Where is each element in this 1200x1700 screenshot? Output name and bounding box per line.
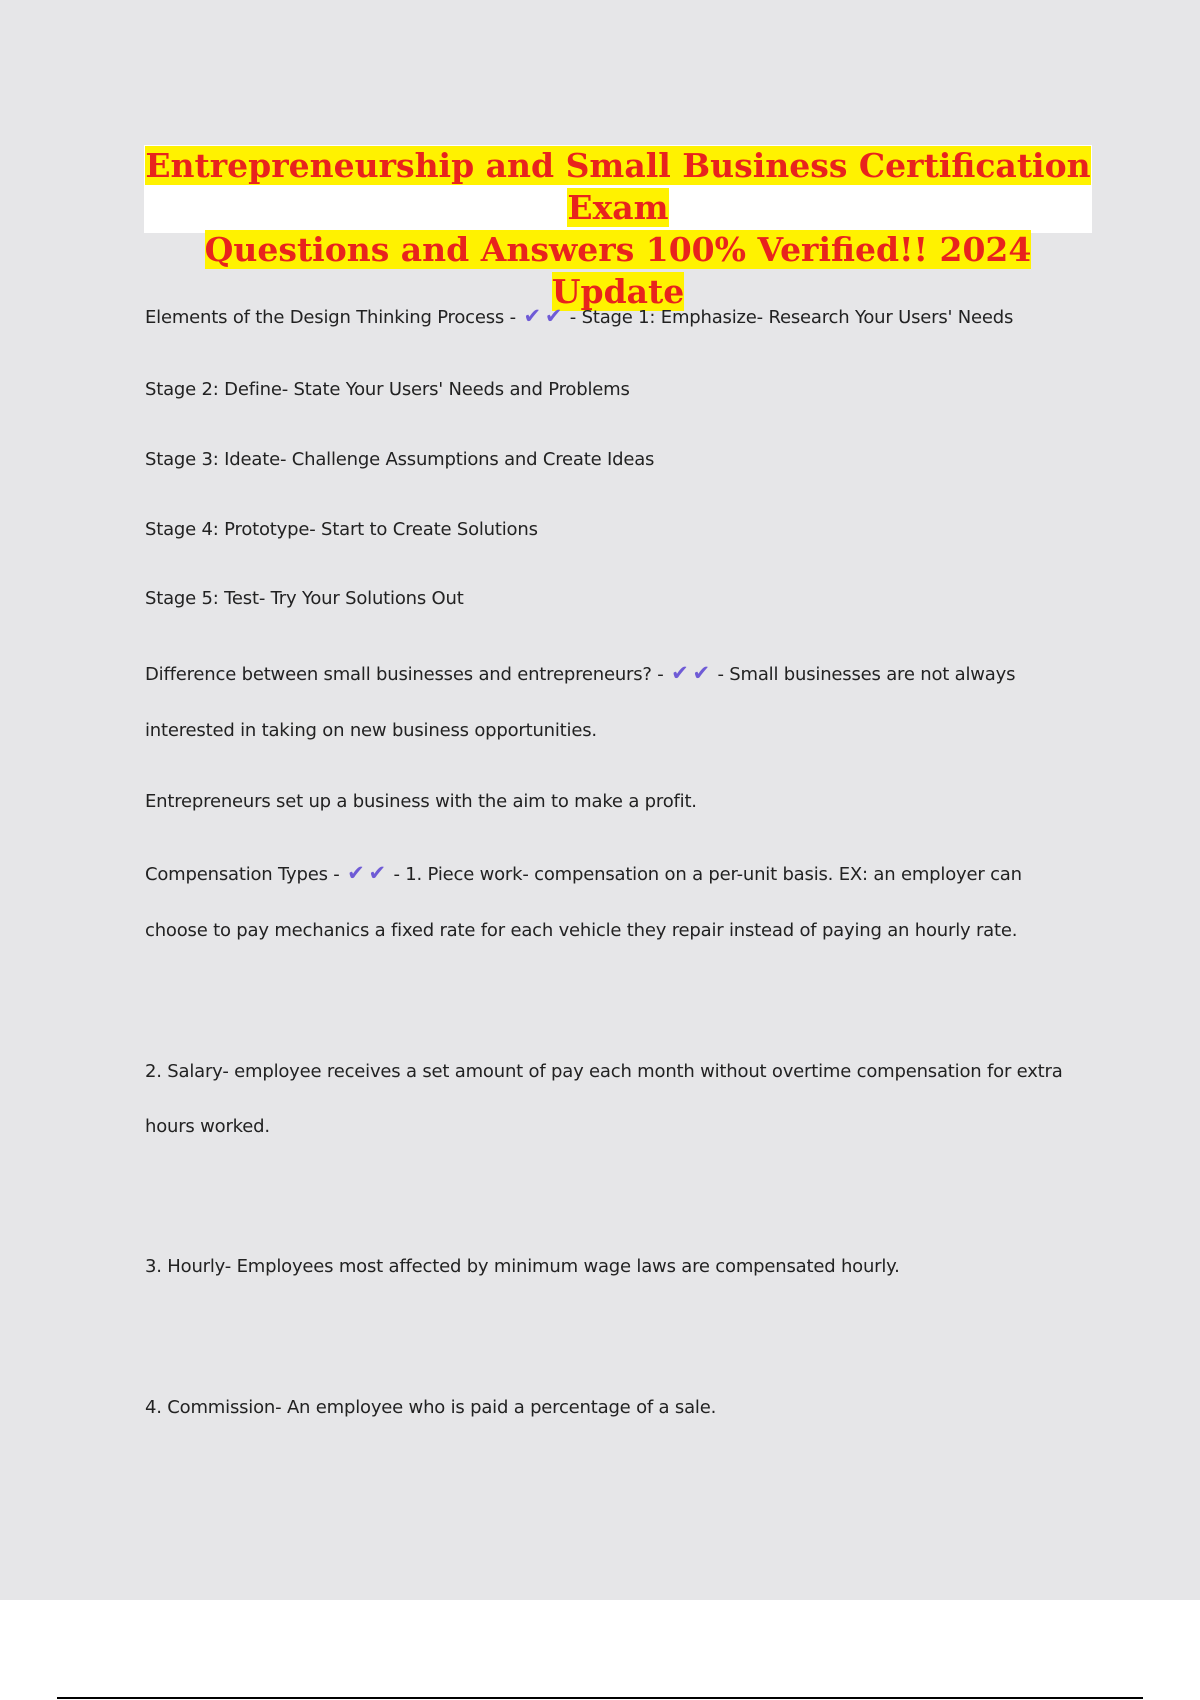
separator: - xyxy=(711,664,730,685)
answer-line: Stage 2: Define- State Your Users' Needs and Problems xyxy=(145,379,630,400)
qa-item-small-business xyxy=(145,663,1015,685)
answer-line: 3. Hourly- Employees most affected by minimum wage laws are compensated hourly. xyxy=(145,1256,900,1277)
check-icon: ✔ xyxy=(671,661,689,685)
separator: - xyxy=(564,307,582,328)
answer-line: 4. Commission- An employee who is paid a percentage of a sale. xyxy=(145,1397,717,1418)
answer-line: interested in taking on new business opportunities. xyxy=(145,720,597,741)
answer-text: 1. Piece work- compensation on a per-unit basis. EX: an employer can xyxy=(405,864,1022,885)
answer-line: Entrepreneurs set up a business with the aim to make a profit. xyxy=(145,791,697,812)
check-icon: ✔ xyxy=(368,861,386,885)
question-text: Difference between small businesses and entrepreneurs? xyxy=(145,664,652,685)
page-divider xyxy=(57,1697,1143,1699)
answer-line: Stage 5: Test- Try Your Solutions Out xyxy=(145,588,464,609)
answer-line: choose to pay mechanics a fixed rate for each vehicle they repair instead of paying an hourly rate. xyxy=(145,920,1018,941)
answer-line: hours worked. xyxy=(145,1116,270,1137)
check-icon: ✔ xyxy=(347,861,365,885)
question-text: Elements of the Design Thinking Process xyxy=(145,307,505,328)
title-line-2: Questions and Answers 100% Verified!! 2024 Update xyxy=(204,230,1032,311)
separator: - xyxy=(327,864,346,885)
question-text: Compensation Types xyxy=(145,864,328,885)
answer-line: Stage 3: Ideate- Challenge Assumptions and Create Ideas xyxy=(145,449,655,470)
qa-item-compensation xyxy=(145,863,1022,885)
check-icon: ✔ xyxy=(692,661,710,685)
title-line-1: Entrepreneurship and Small Business Certification Exam xyxy=(145,146,1091,227)
separator: - xyxy=(387,864,406,885)
separator: - xyxy=(651,664,670,685)
separator: - xyxy=(504,307,522,328)
qa-item-design-thinking xyxy=(145,306,1013,328)
answer-line: 2. Salary- employee receives a set amount of pay each month without overtime compensation for extra xyxy=(145,1061,1063,1082)
document-title xyxy=(144,145,1092,311)
answer-line: Stage 4: Prototype- Start to Create Solutions xyxy=(145,519,538,540)
check-icon: ✔ xyxy=(544,304,563,328)
check-icon: ✔ xyxy=(523,304,541,328)
answer-text: Small businesses are not always xyxy=(729,664,1016,685)
answer-text: Stage 1: Emphasize- Research Your Users' Needs xyxy=(581,307,1014,328)
